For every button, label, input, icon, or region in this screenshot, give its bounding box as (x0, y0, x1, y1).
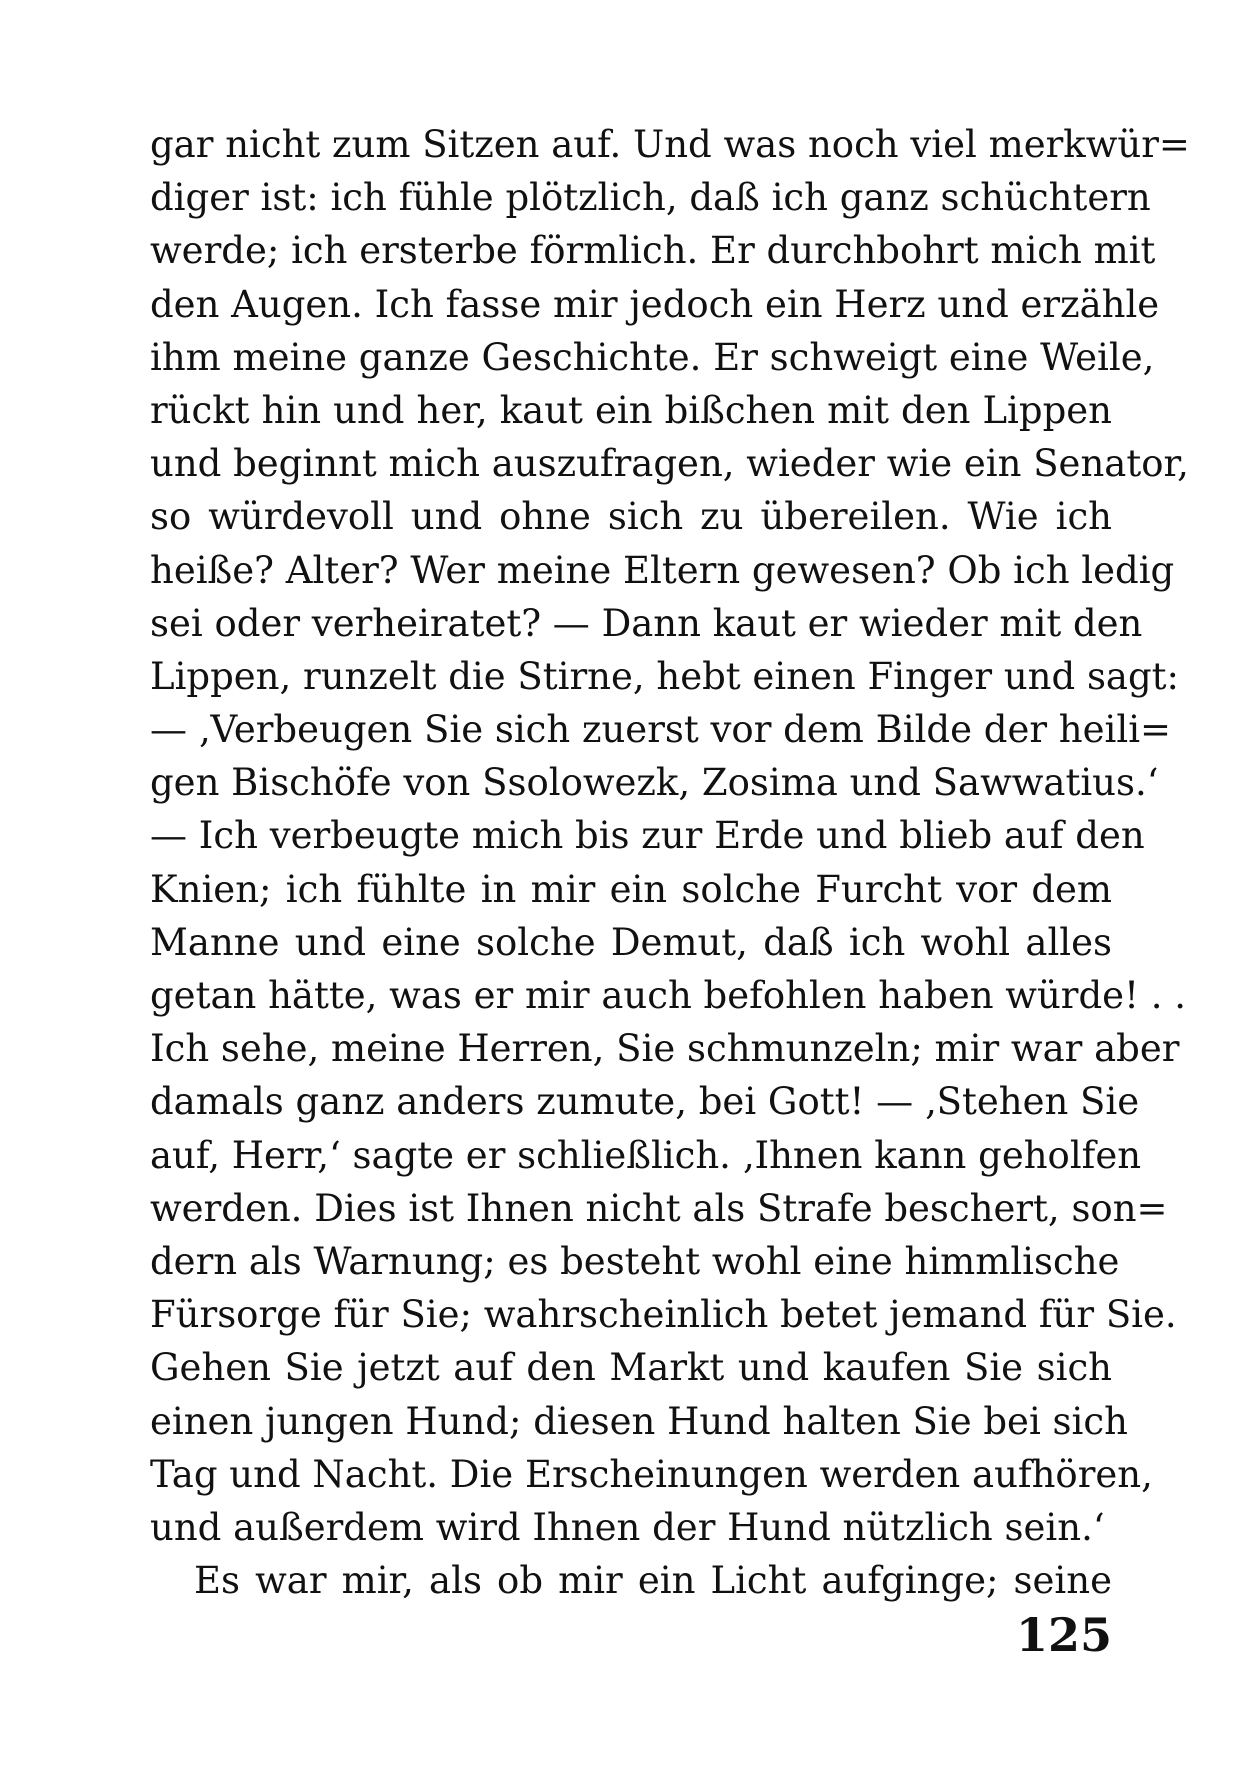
text-line: einen jungen Hund; diesen Hund halten Sie bei sich (150, 1399, 1128, 1443)
text-line: damals ganz anders zumute, bei Gott! — ‚Stehen Sie (150, 1080, 1140, 1124)
text-line: — ‚Verbeugen Sie sich zuerst vor dem Bilde der heili= (150, 708, 1172, 752)
text-line: gar nicht zum Sitzen auf. Und was noch viel merkwür= (150, 123, 1190, 166)
text-line: rückt hin und her, kaut ein bißchen mit den Lippen (150, 388, 1112, 432)
text-line: Manne und eine solche Demut, daß ich wohl alles (150, 920, 1112, 964)
text-line: sei oder verheiratet? — Dann kaut er wieder mit den (150, 601, 1143, 645)
text-line: heiße? Alter? Wer meine Eltern gewesen? Ob ich ledig (150, 548, 1175, 592)
text-line: werde; ich ersterbe förmlich. Er durchbohrt mich mit (150, 229, 1156, 273)
text-line: Lippen, runzelt die Stirne, hebt einen Finger und sagt: (150, 654, 1180, 698)
text-line: Tag und Nacht. Die Erscheinungen werden aufhören, (150, 1452, 1153, 1496)
text-line: Knien; ich fühlte in mir ein solche Furcht vor dem (150, 867, 1112, 911)
text-line: und außerdem wird Ihnen der Hund nützlich sein.‘ (150, 1505, 1105, 1549)
text-line: Fürsorge für Sie; wahrscheinlich betet jemand für Sie. (150, 1293, 1177, 1337)
text-line: — Ich verbeugte mich bis zur Erde und blieb auf den (150, 814, 1145, 858)
text-line: den Augen. Ich fasse mir jedoch ein Herz und erzähle (150, 282, 1160, 326)
text-line: werden. Dies ist Ihnen nicht als Strafe beschert, son= (150, 1186, 1168, 1230)
text-line: Ich sehe, meine Herren, Sie schmunzeln; mir war aber (150, 1027, 1180, 1071)
text-line: und beginnt mich auszufragen, wieder wie ein Senator, (150, 442, 1189, 486)
text-line: getan hätte, was er mir auch befohlen haben würde! . . (150, 974, 1186, 1017)
text-line: gen Bischöfe von Ssolowezk, Zosima und Sawwatius.‘ (150, 761, 1159, 805)
text-line: dern als Warnung; es besteht wohl eine himmlische (150, 1239, 1120, 1283)
page-number: 125 (1015, 1608, 1112, 1662)
text-line: diger ist: ich fühle plötzlich, daß ich ganz schüchtern (150, 176, 1151, 220)
text-line: Es war mir, als ob mir ein Licht aufginge; seine (194, 1559, 1112, 1603)
body-text (150, 118, 1190, 1607)
text-line: ihm meine ganze Geschichte. Er schweigt eine Weile, (150, 335, 1155, 379)
text-line: so würdevoll und ohne sich zu übereilen. Wie ich (150, 495, 1112, 539)
text-line: Gehen Sie jetzt auf den Markt und kaufen Sie sich (150, 1346, 1112, 1390)
text-line: auf, Herr,‘ sagte er schließlich. ‚Ihnen kann geholfen (150, 1133, 1142, 1177)
